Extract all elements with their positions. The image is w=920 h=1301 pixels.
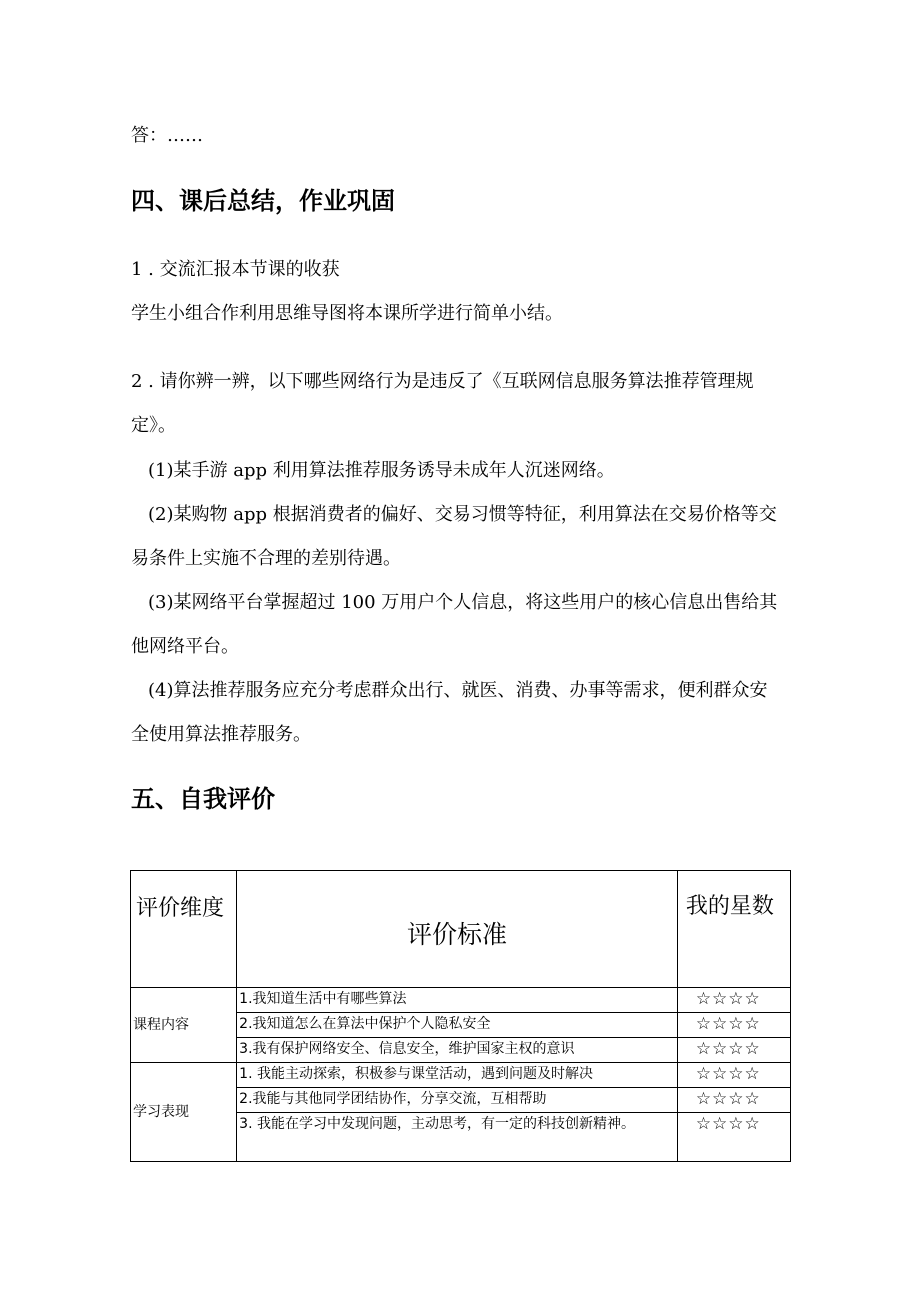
dimension-learning-performance: 学习表现 (131, 1063, 237, 1162)
question-4-line2: 全使用算法推荐服务。 (131, 724, 311, 745)
question-4-line1: (4)算法推荐服务应充分考虑群众出行、就医、消费、办事等需求，便利群众安 (148, 680, 768, 701)
item-2-title-line2: 定》。 (131, 415, 176, 436)
header-stars: 我的星数 (677, 871, 790, 988)
table-row (131, 1063, 791, 1088)
criterion-cell: 2.我能与其他同学团结协作，分享交流，互相帮助 (237, 1088, 678, 1113)
star-rating[interactable]: ☆☆☆☆ (677, 988, 790, 1013)
item-1-body: 学生小组合作利用思维导图将本课所学进行简单小结。 (131, 303, 563, 324)
criterion-cell: 1. 我能主动探索，积极参与课堂活动，遇到问题及时解决 (237, 1063, 678, 1088)
item-1-title: 1 . 交流汇报本节课的收获 (131, 259, 340, 280)
section-4-heading: 四、课后总结，作业巩固 (131, 187, 395, 215)
question-3-line1: (3)某网络平台掌握超过 100 万用户个人信息，将这些用户的核心信息出售给其 (148, 592, 778, 613)
table-row (131, 988, 791, 1013)
header-dimension: 评价维度 (131, 871, 237, 988)
table-header-row (131, 871, 791, 988)
star-rating[interactable]: ☆☆☆☆ (677, 1063, 790, 1088)
criterion-cell: 1.我知道生活中有哪些算法 (237, 988, 678, 1013)
star-rating[interactable]: ☆☆☆☆ (677, 1038, 790, 1063)
self-evaluation-table (130, 870, 791, 1162)
answer-text: 答：…… (131, 125, 203, 146)
star-rating[interactable]: ☆☆☆☆ (677, 1088, 790, 1113)
question-2-line2: 易条件上实施不合理的差别待遇。 (131, 548, 401, 569)
section-5-heading: 五、自我评价 (131, 785, 275, 813)
criterion-cell: 3. 我能在学习中发现问题，主动思考，有一定的科技创新精神。 (237, 1113, 678, 1162)
item-2-title-line1: 2 . 请你辨一辨，以下哪些网络行为是违反了《互联网信息服务算法推荐管理规 (131, 371, 754, 392)
question-3-line2: 他网络平台。 (131, 636, 239, 657)
star-rating[interactable]: ☆☆☆☆ (677, 1013, 790, 1038)
criterion-cell: 3.我有保护网络安全、信息安全，维护国家主权的意识 (237, 1038, 678, 1063)
dimension-course-content: 课程内容 (131, 988, 237, 1063)
criterion-cell: 2.我知道怎么在算法中保护个人隐私安全 (237, 1013, 678, 1038)
header-criteria: 评价标准 (237, 871, 678, 988)
question-1: (1)某手游 app 利用算法推荐服务诱导未成年人沉迷网络。 (148, 460, 615, 481)
question-2-line1: (2)某购物 app 根据消费者的偏好、交易习惯等特征，利用算法在交易价格等交 (148, 504, 777, 525)
star-rating[interactable]: ☆☆☆☆ (677, 1113, 790, 1162)
